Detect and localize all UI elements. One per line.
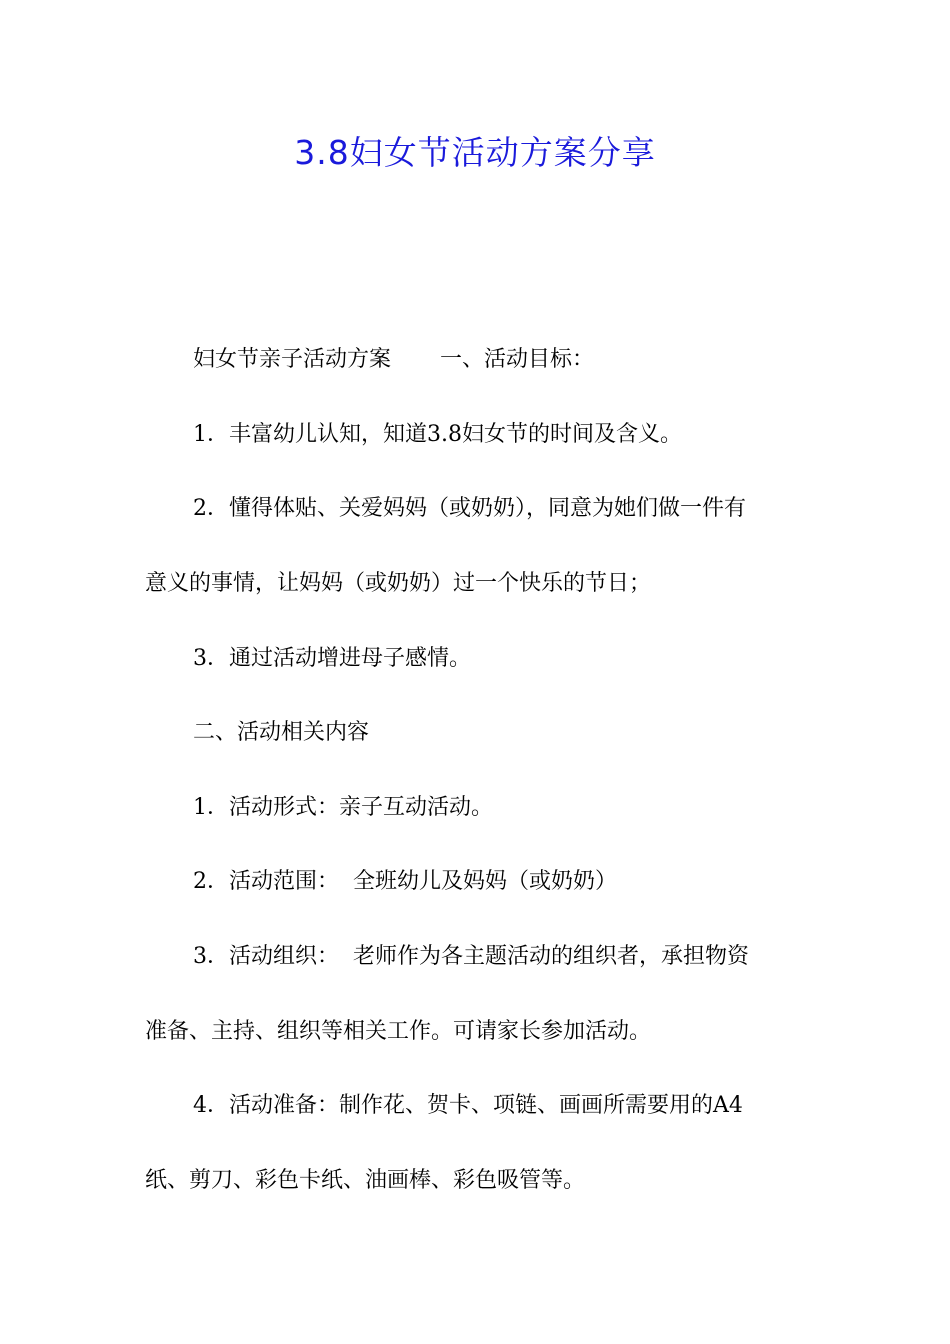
paragraph-content-1: 1．活动形式：亲子互动活动。 <box>193 795 493 820</box>
paragraph-goal-2-cont: 意义的事情，让妈妈（或奶奶）过一个快乐的节日； <box>145 571 652 596</box>
paragraph-content-4: 4．活动准备：制作花、贺卡、项链、画画所需要用的A4 <box>193 1093 743 1118</box>
paragraph-goal-3: 3．通过活动增进母子感情。 <box>193 646 471 671</box>
paragraph-goal-1: 1．丰富幼儿认知，知道3.8妇女节的时间及含义。 <box>193 422 682 447</box>
page-title: 3.8妇女节活动方案分享 <box>294 133 656 172</box>
paragraph-goal-2: 2．懂得体贴、关爱妈妈（或奶奶），同意为她们做一件有 <box>193 496 746 521</box>
paragraph-content-3-cont: 准备、主持、组织等相关工作。可请家长参加活动。 <box>145 1019 652 1044</box>
section-heading-2: 二、活动相关内容 <box>193 720 370 745</box>
paragraph-content-3: 3．活动组织： 老师作为各主题活动的组织者，承担物资 <box>193 944 749 969</box>
paragraph-content-2: 2．活动范围： 全班幼儿及妈妈（或奶奶） <box>193 869 617 894</box>
paragraph-intro: 妇女节亲子活动方案 一、活动目标： <box>193 347 594 372</box>
paragraph-content-4-cont: 纸、剪刀、彩色卡纸、油画棒、彩色吸管等。 <box>145 1168 586 1193</box>
